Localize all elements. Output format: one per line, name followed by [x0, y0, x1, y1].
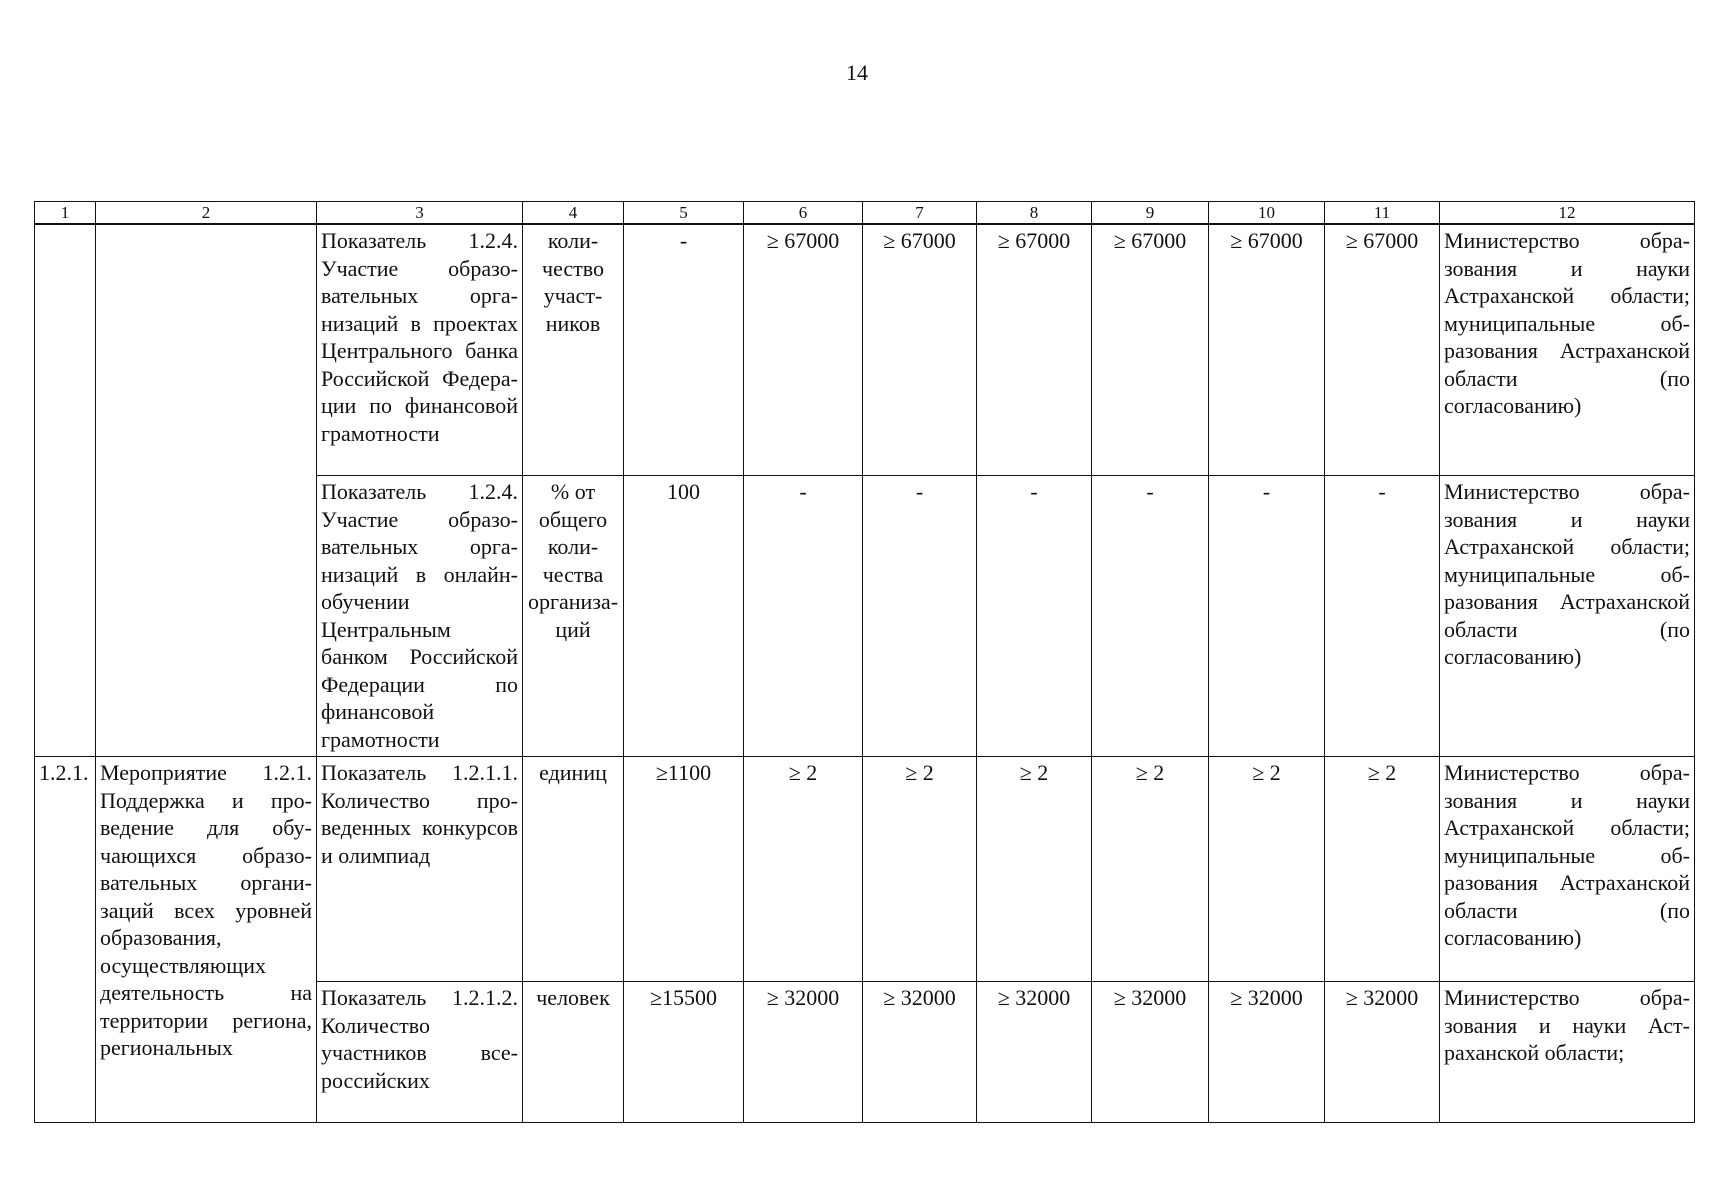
table-row	[35, 757, 1695, 982]
responsible-cell: Министерство образования и науки Астраханской области; муниципальные образования Астраханской области (по согласованию)	[1440, 224, 1695, 476]
row-number-cell	[35, 224, 96, 757]
column-number: 2	[96, 202, 317, 225]
target-value-cell: ≥ 32000	[744, 982, 863, 1123]
unit-cell: % от общего количества организаций	[523, 476, 624, 757]
unit-cell: единиц	[523, 757, 624, 982]
target-value-cell: ≥ 67000	[744, 224, 863, 476]
target-value-cell: -	[977, 476, 1092, 757]
target-value-cell: ≥ 67000	[1325, 224, 1440, 476]
unit-cell: количество участников	[523, 224, 624, 476]
target-value-cell: ≥ 32000	[977, 982, 1092, 1123]
target-value-cell: ≥ 67000	[1092, 224, 1209, 476]
target-value-cell: -	[744, 476, 863, 757]
row-number-cell: 1.2.1.	[35, 757, 96, 1123]
indicator-cell: Показатель 1.2.4. Участие образовательных организаций в онлайн-обучении Центральным банком Российской Федерации по финансовой грамотности	[317, 476, 523, 757]
target-value-cell: ≥ 2	[977, 757, 1092, 982]
column-number: 7	[863, 202, 977, 225]
target-value-cell: ≥ 32000	[863, 982, 977, 1123]
responsible-cell: Министерство образования и науки Астраханской области; муниципальные образования Астраханской области (по согласованию)	[1440, 476, 1695, 757]
indicator-cell: Показатель 1.2.4. Участие образовательных организаций в проектах Центрального банка Российской Федерации по финансовой грамотности	[317, 224, 523, 476]
target-value-cell: ≥ 2	[1092, 757, 1209, 982]
responsible-cell: Министерство образования и науки Астраханской области;	[1440, 982, 1695, 1123]
column-number: 4	[523, 202, 624, 225]
target-value-cell: ≥ 2	[1325, 757, 1440, 982]
target-value-cell: ≥ 67000	[1209, 224, 1325, 476]
responsible-cell: Министерство образования и науки Астраханской области; муниципальные образования Астраханской области (по согласованию)	[1440, 757, 1695, 982]
column-number: 6	[744, 202, 863, 225]
target-value-cell: ≥ 32000	[1092, 982, 1209, 1123]
target-value-cell: ≥ 2	[1209, 757, 1325, 982]
event-cell: Мероприятие 1.2.1. Поддержка и проведение для обучающихся образовательных организаций всех уровней образования, осуществляющих деятельность на территории региона, региональных	[96, 757, 317, 1123]
column-number: 12	[1440, 202, 1695, 225]
base-value-cell: ≥1100	[624, 757, 744, 982]
base-value-cell: -	[624, 224, 744, 476]
indicators-table	[34, 201, 1695, 1123]
target-value-cell: -	[1325, 476, 1440, 757]
column-number: 3	[317, 202, 523, 225]
event-cell	[96, 224, 317, 757]
target-value-cell: ≥ 32000	[1325, 982, 1440, 1123]
indicator-cell: Показатель 1.2.1.2. Количество участников всероссийских	[317, 982, 523, 1123]
target-value-cell: ≥ 32000	[1209, 982, 1325, 1123]
target-value-cell: ≥ 2	[744, 757, 863, 982]
target-value-cell: -	[863, 476, 977, 757]
column-number: 10	[1209, 202, 1325, 225]
column-number-row	[35, 202, 1695, 225]
target-value-cell: -	[1092, 476, 1209, 757]
column-number: 5	[624, 202, 744, 225]
page-number: 14	[846, 60, 868, 85]
column-number: 11	[1325, 202, 1440, 225]
target-value-cell: ≥ 67000	[977, 224, 1092, 476]
target-value-cell: -	[1209, 476, 1325, 757]
column-number: 8	[977, 202, 1092, 225]
indicator-cell: Показатель 1.2.1.1. Количество проведенных конкурсов и олимпиад	[317, 757, 523, 982]
column-number: 9	[1092, 202, 1209, 225]
base-value-cell: ≥15500	[624, 982, 744, 1123]
target-value-cell: ≥ 2	[863, 757, 977, 982]
unit-cell: человек	[523, 982, 624, 1123]
base-value-cell: 100	[624, 476, 744, 757]
column-number: 1	[35, 202, 96, 225]
target-value-cell: ≥ 67000	[863, 224, 977, 476]
table-row	[35, 224, 1695, 476]
